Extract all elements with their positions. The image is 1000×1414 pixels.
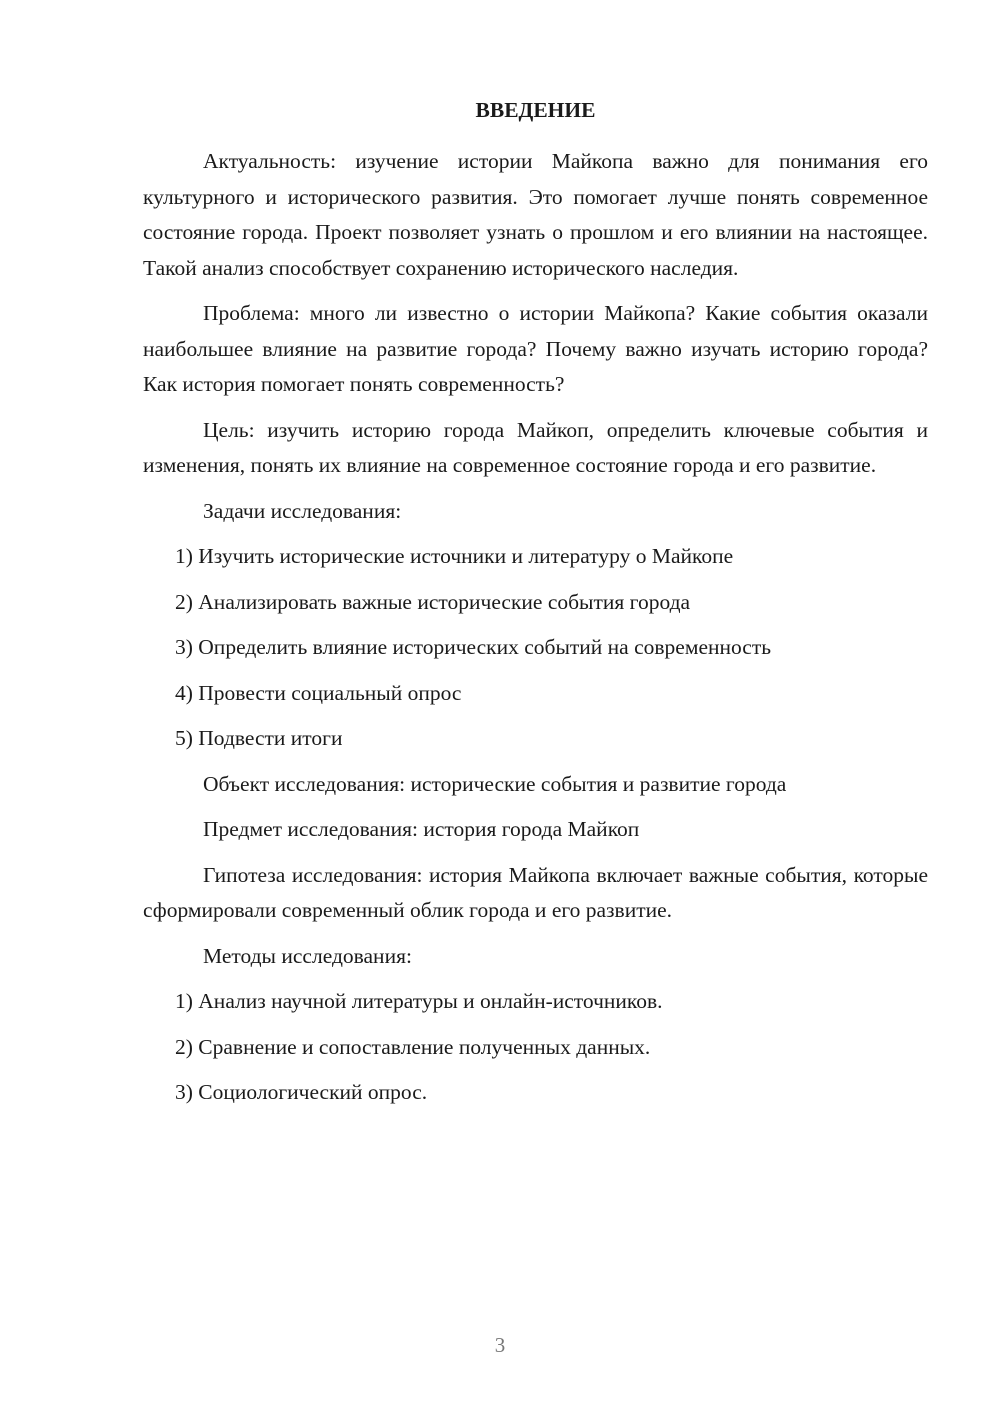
page-title: ВВЕДЕНИЕ (475, 98, 596, 122)
method-item: 3) Социологический опрос. (175, 1080, 428, 1104)
task-item: 1) Изучить исторические источники и литературу о Майкопе (175, 544, 734, 568)
methods-heading: Методы исследования: (203, 943, 412, 968)
method-item: 1) Анализ научной литературы и онлайн-источников. (175, 989, 663, 1013)
research-object: Объект исследования: исторические события и развитие города (203, 771, 787, 796)
page-number: 3 (494, 1333, 506, 1357)
task-item: 3) Определить влияние исторических событий на современность (175, 635, 772, 659)
problem-paragraph: Проблема: много ли известно о истории Майкопа? Какие события оказали наибольшее влияние на развитие города? Почему важно изучать историю города? Как история помогает понять современность? (143, 301, 928, 396)
task-item: 5) Подвести итоги (175, 726, 343, 750)
task-item: 2) Анализировать важные исторические события города (175, 589, 691, 614)
task-item: 4) Провести социальный опрос (175, 680, 462, 705)
relevance-paragraph: Актуальность: изучение истории Майкопа важно для понимания его культурного и исторического развития. Это помогает лучше понять современное состояние города. Проект позволяет узнать о прошлом и его влиянии на настоящее. Такой анализ способствует сохранению исторического наследия. (143, 149, 928, 280)
page-content (143, 92, 928, 1121)
tasks-heading: Задачи исследования: (203, 498, 402, 523)
hypothesis-paragraph: Гипотеза исследования: история Майкопа включает важные события, которые сформировали современный облик города и его развитие. (143, 862, 928, 922)
method-item: 2) Сравнение и сопоставление полученных данных. (175, 1034, 651, 1059)
goal-paragraph: Цель: изучить историю города Майкоп, определить ключевые события и изменения, понять их влияние на современное состояние города и его развитие. (143, 417, 928, 477)
research-subject: Предмет исследования: история города Майкоп (203, 817, 640, 841)
